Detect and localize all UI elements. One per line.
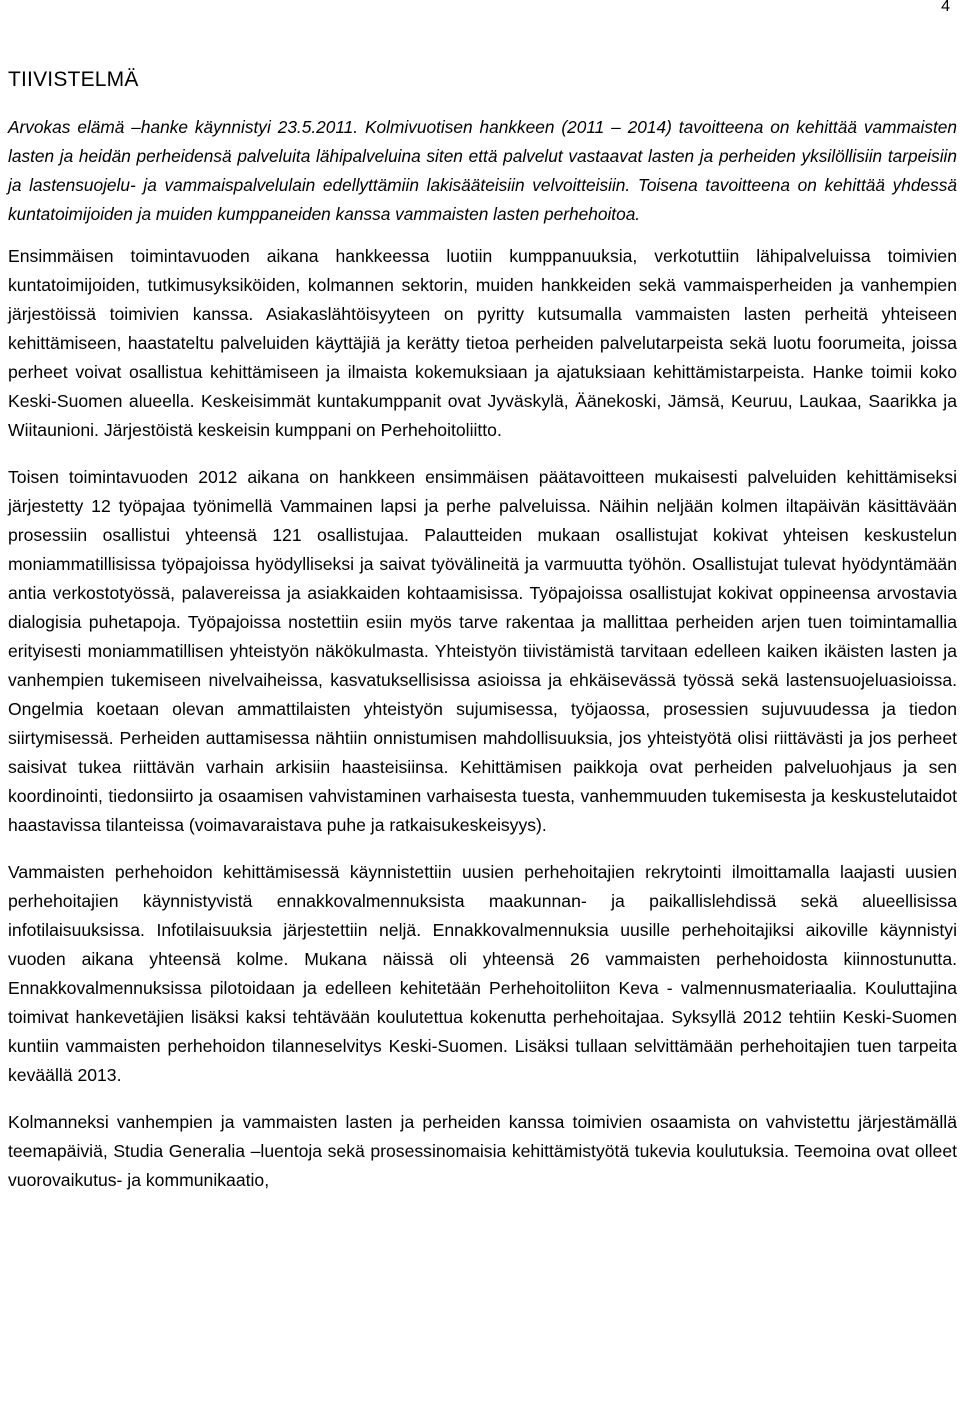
document-body (8, 113, 957, 1195)
paragraph-project-goals: Arvokas elämä –hanke käynnistyi 23.5.2011. Kolmivuotisen hankkeen (2011 – 2014) tavoitteena on kehittää vammaisten lasten ja heidän perheidensä palveluita lähipalveluina siten että palvelut vastaavat lasten ja perheiden yksilöllisiin tarpeisiin ja lastensuojelu- ja vammaispalvelulain edellyttämiin lakisääteisiin velvoitteisiin. Toisena tavoitteena on kehittää yhdessä kuntatoimijoiden ja muiden kumppaneiden kanssa vammaisten lasten perhehoitoa. (8, 117, 957, 224)
page-title: TIIVISTELMÄ (8, 68, 139, 91)
paragraph-second-year: Toisen toimintavuoden 2012 aikana on hankkeen ensimmäisen päätavoitteen mukaisesti palveluiden kehittämiseksi järjestetty 12 työpajaa työnimellä Vammainen lapsi ja perhe palveluissa. Näihin neljään kolmen iltapäivän käsittävään prosessiin osallistui yhteensä 121 osallistujaa. Palautteiden mukaan osallistujat kokivat yhteisen keskustelun moniammatillisissa työpajoissa hyödylliseksi ja saivat työvälineitä ja varmuutta työhön. Osallistujat tulevat hyödyntämään antia verkostotyössä, palavereissa ja asiakkaiden kohtaamisissa. Työpajoissa osallistujat kokivat oppineensa arvostavia dialogisia puhetapoja. Työpajoissa nostettiin esiin myös tarve rakentaa ja mallittaa perheiden arjen tuen toimintamallia erityisesti moniammatillisen yhteistyön näkökulmasta. Yhteistyön tiivistämistä tarvitaan edelleen kaiken ikäisten lasten ja vanhempien tukemiseen nivelvaiheissa, kasvatuksellisissa asioissa ja ehkäisevässä työssä sekä lastensuojeluasioissa. Ongelmia koetaan olevan ammattilaisten yhteistyön sujumisessa, työjaossa, prosessien sujuvuudessa ja tiedon siirtymisessä. Perheiden auttamisessa nähtiin onnistumisen mahdollisuuksia, jos yhteistyötä olisi riittävästi ja jos perheet saisivat tukea riittävän varhain arkisiin haasteisiinsa. Kehittämisen paikkoja ovat perheiden palveluohjaus ja sen koordinointi, tiedonsiirto ja osaamisen vahvistaminen varhaisesta tuesta, vanhemmuuden tukemisesta ja keskustelutaidot haastavissa tilanteissa (voimavaraistava puhe ja ratkaisukeskeisyys). (8, 467, 957, 835)
page-number: 4 (941, 0, 950, 15)
paragraph-first-year: Ensimmäisen toimintavuoden aikana hankkeessa luotiin kumppanuuksia, verkotuttiin lähipalveluissa toimivien kuntatoimijoiden, tutkimusyksiköiden, kolmannen sektorin, muiden hankkeiden sekä vammaisperheiden ja vanhempien järjestöissä toimivien kanssa. Asiakaslähtöisyyteen on pyritty kutsumalla vammaisten lasten perheitä yhteiseen kehittämiseen, haastateltu palveluiden käyttäjiä ja kerätty tietoa perheiden palvelutarpeista sekä luotu foorumeita, joissa perheet voivat osallistua kehittämiseen ja ilmaista kokemuksiaan ja ajatuksiaan kehittämistarpeista. Hanke toimii koko Keski-Suomen alueella. Keskeisimmät kuntakumppanit ovat Jyväskylä, Äänekoski, Jämsä, Keuruu, Laukaa, Saarikka ja Wiitaunioni. Järjestöistä keskeisin kumppani on Perhehoitoliitto. (8, 246, 957, 440)
paragraph-third-goal: Kolmanneksi vanhempien ja vammaisten lasten ja perheiden kanssa toimivien osaamista on vahvistettu järjestämällä teemapäiviä, Studia Generalia –luentoja sekä prosessinomaisia kehittämistyötä tukevia koulutuksia. Teemoina ovat olleet vuorovaikutus- ja kommunikaatio, (8, 1112, 957, 1190)
paragraph-foster-care: Vammaisten perhehoidon kehittämisessä käynnistettiin uusien perhehoitajien rekrytointi ilmoittamalla laajasti uusien perhehoitajien käynnistyvistä ennakkovalmennuksista maakunnan- ja paikallislehdissä sekä alueellisissa infotilaisuuksissa. Infotilaisuuksia järjestettiin neljä. Ennakkovalmennuksia uusille perhehoitajiksi aikoville käynnistyi vuoden aikana yhteensä kolme. Mukana näissä oli yhteensä 26 vammaisten perhehoidosta kiinnostunutta. Ennakkovalmennuksissa pilotoidaan ja edelleen kehitetään Perhehoitoliiton Keva - valmennusmateriaalia. Kouluttajina toimivat hankevetäjien lisäksi kaksi tehtävään koulutettua kokenutta perhehoitajaa. Syksyllä 2012 tehtiin Keski-Suomen kuntiin vammaisten perhehoidon tilanneselvitys Keski-Suomen. Lisäksi tullaan selvittämään perhehoitajien tuen tarpeita keväällä 2013. (8, 862, 957, 1085)
